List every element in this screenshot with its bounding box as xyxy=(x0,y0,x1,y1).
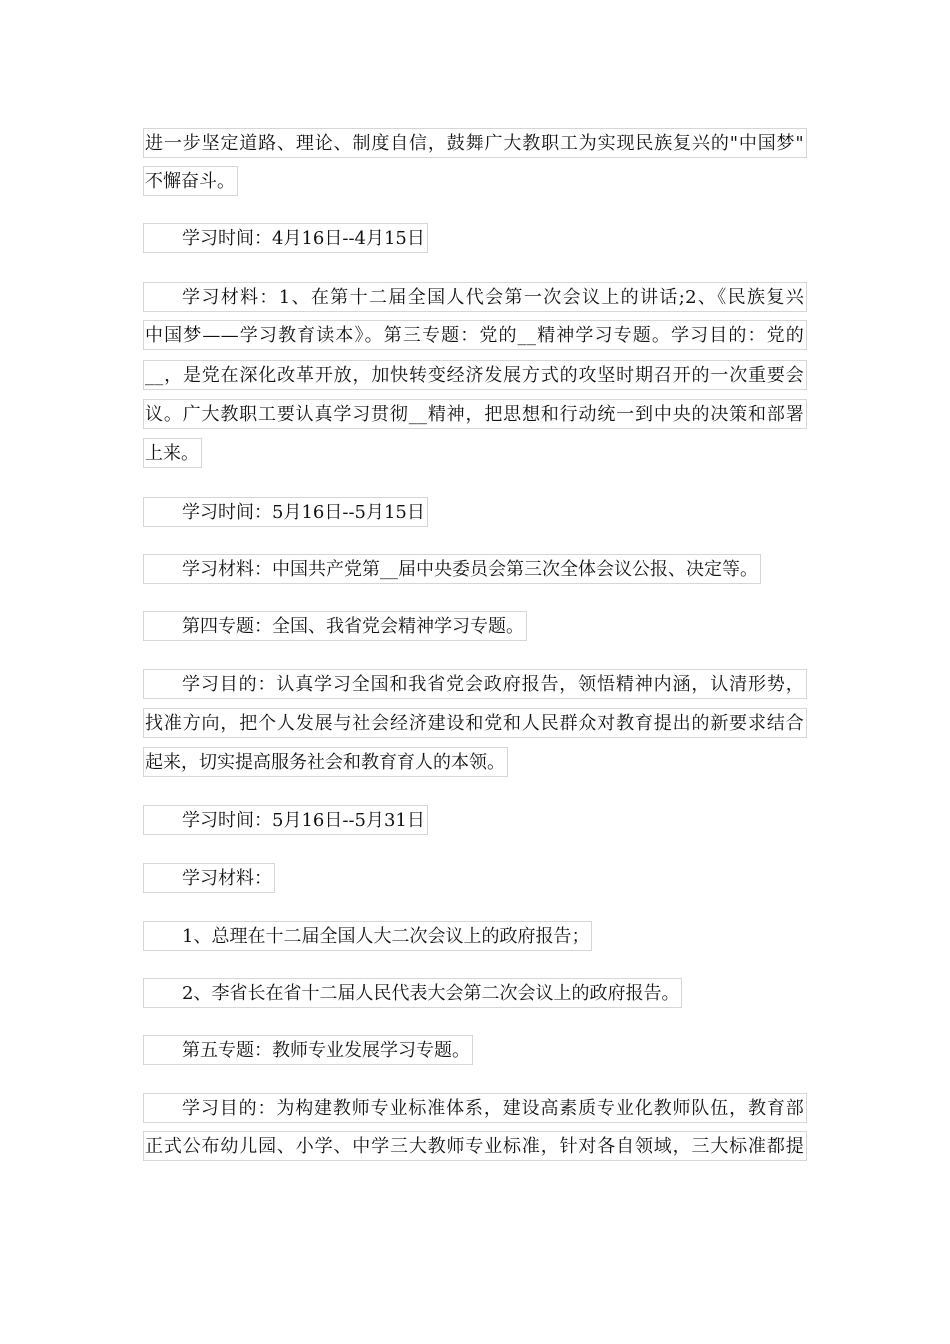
text-line: 学习材料：1、在第十二届全国人代会第一次会议上的讲话;2、《民族复兴 xyxy=(143,282,807,312)
study-time-line: 学习时间：5月16日--5月31日 xyxy=(143,805,428,835)
text-line: 议。广大教职工要认真学习贯彻__精神，把思想和行动统一到中央的决策和部署 xyxy=(143,399,807,429)
topic-heading: 第四专题：全国、我省党会精神学习专题。 xyxy=(143,611,527,641)
text-line: 学习目的：认真学习全国和我省党会政府报告，领悟精神内涵，认清形势， xyxy=(143,669,807,699)
study-material-line: 学习材料： xyxy=(143,863,275,893)
list-item: 1、总理在十二届全国人大二次会议上的政府报告； xyxy=(143,921,592,951)
study-time-line: 学习时间：5月16日--5月15日 xyxy=(143,497,428,527)
text-line: 不懈奋斗。 xyxy=(143,166,238,196)
text-line: 学习目的：为构建教师专业标准体系，建设高素质专业化教师队伍，教育部 xyxy=(143,1093,807,1123)
text-line: 上来。 xyxy=(143,438,202,468)
study-material-line: 学习材料：中国共产党第__届中央委员会第三次全体会议公报、决定等。 xyxy=(143,554,761,584)
text-line: 找准方向，把个人发展与社会经济建设和党和人民群众对教育提出的新要求结合 xyxy=(143,708,807,738)
text-line: 正式公布幼儿园、小学、中学三大教师专业标准，针对各自领域，三大标准都提 xyxy=(143,1131,807,1161)
list-item: 2、李省长在省十二届人民代表大会第二次会议上的政府报告。 xyxy=(143,978,682,1008)
study-time-line: 学习时间：4月16日--4月15日 xyxy=(143,223,428,253)
text-line: __，是党在深化改革开放，加快转变经济发展方式的攻坚时期召开的一次重要会 xyxy=(143,360,807,390)
text-line: 中国梦——学习教育读本》。第三专题：党的__精神学习专题。学习目的：党的 xyxy=(143,320,807,350)
text-line: 进一步坚定道路、理论、制度自信，鼓舞广大教职工为实现民族复兴的"中国梦" xyxy=(143,128,807,158)
topic-heading: 第五专题：教师专业发展学习专题。 xyxy=(143,1035,473,1065)
text-line: 起来，切实提高服务社会和教育育人的本领。 xyxy=(143,747,508,777)
